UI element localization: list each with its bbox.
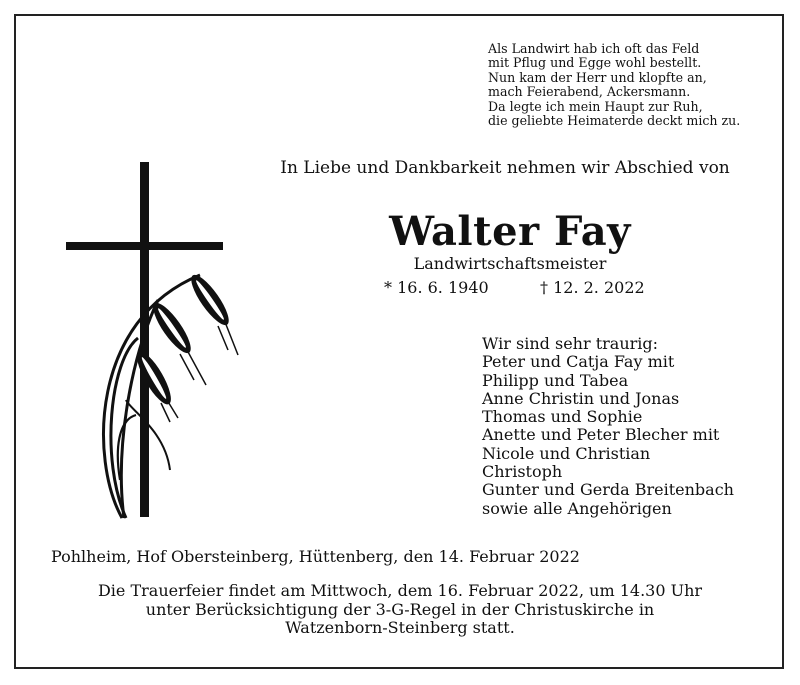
mourner-entry: Peter und Catja Fay mit [482,352,675,372]
poem-line: Als Landwirt hab ich oft das Feld [488,41,700,56]
poem-line: Da legte ich mein Haupt zur Ruh, [488,98,703,114]
intro-text: In Liebe und Dankbarkeit nehmen wir Abschied von [280,158,730,178]
mourner-entry: Nicole und Christian [482,443,651,463]
birth-date: * 16. 6. 1940 [384,278,489,297]
funeral-line: Die Trauerfeier findet am Mittwoch, dem 16. Februar 2022, um 14.30 Uhr [97,581,703,600]
mourners-list [482,335,782,518]
mourner-entry: Philipp und Tabea [482,370,629,390]
mourner-entry: Anette und Peter Blecher mit [482,425,720,445]
funeral-info [30,582,770,638]
poem-line: die geliebte Heimaterde deckt mich zu. [488,113,741,129]
mourners-heading: Wir sind sehr traurig: [482,334,659,353]
mourner-entry: sowie alle Angehörigen [482,498,672,518]
place-date: Pohlheim, Hof Obersteinberg, Hüttenberg, den 14. Februar 2022 [51,547,580,566]
mourner-entry: Christoph [482,462,563,482]
deceased-name: Walter Fay [389,208,631,255]
death-date: † 12. 2. 2022 [540,278,645,297]
cross-with-wheat-icon [60,160,250,525]
poem-line: Nun kam der Herr und klopfte an, [488,69,707,85]
poem [488,42,778,128]
mourner-entry: Thomas und Sophie [482,407,643,427]
mourner-entry: Gunter und Gerda Breitenbach [482,480,734,500]
deceased-title: Landwirtschaftsmeister [413,254,607,273]
funeral-line: Watzenborn-Steinberg statt. [285,618,515,637]
poem-line: mit Pflug und Egge wohl bestellt. [488,55,702,71]
mourner-entry: Anne Christin und Jonas [482,388,680,408]
poem-line: mach Feierabend, Ackersmann. [488,84,691,100]
funeral-line: unter Berücksichtigung der 3-G-Regel in der Christuskirche in [145,599,655,619]
